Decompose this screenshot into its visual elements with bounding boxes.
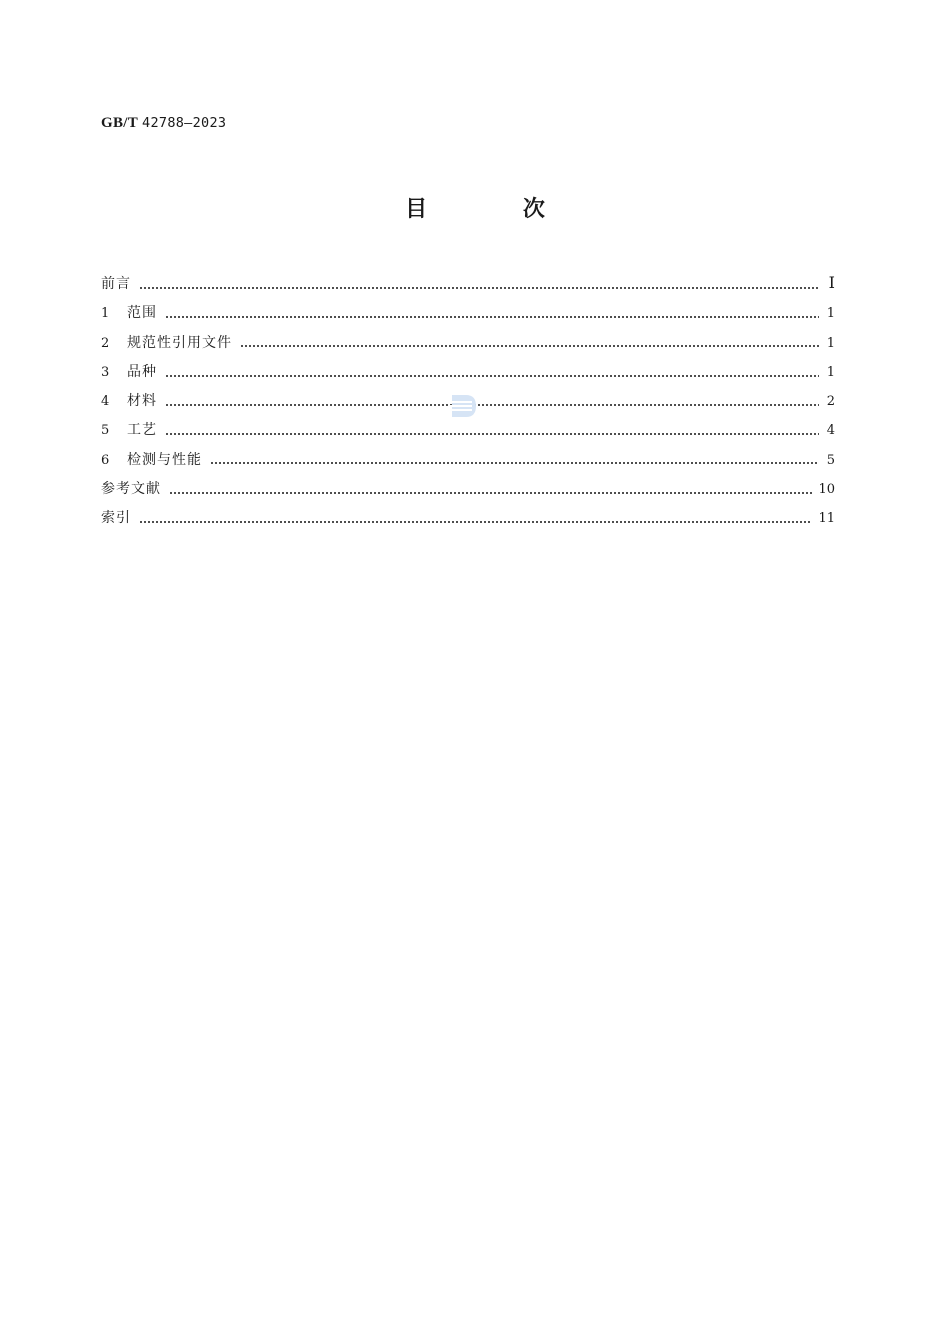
toc-entry-text: 品种 xyxy=(127,363,157,380)
toc-entry-normative-references[interactable] xyxy=(101,331,835,360)
toc-entry-page: 10 xyxy=(818,482,835,498)
toc-entry-text: 前言 xyxy=(101,276,131,292)
toc-entry-number: 4 xyxy=(101,394,110,410)
toc-entry-number: 5 xyxy=(101,423,110,439)
watermark-logo-graphic xyxy=(450,393,478,419)
toc-entry-text: 检测与性能 xyxy=(127,451,202,468)
dot-leader xyxy=(165,430,819,438)
toc-entry-page: 5 xyxy=(826,452,835,468)
dot-leader xyxy=(165,372,819,380)
toc-entry-number: 3 xyxy=(101,364,110,380)
toc-entry-text: 材料 xyxy=(127,393,157,410)
toc-entry-number: 1 xyxy=(101,306,110,322)
standard-prefix: GB/T xyxy=(101,115,139,131)
toc-entry-page: 4 xyxy=(826,423,835,439)
toc-entry-bibliography[interactable] xyxy=(101,477,835,506)
toc-entry-text: 参考文献 xyxy=(101,481,161,498)
toc-entry-text: 工艺 xyxy=(127,422,157,439)
toc-entry-text: 索引 xyxy=(101,510,131,527)
dot-leader xyxy=(210,459,819,467)
standard-number: 42788—2023 xyxy=(142,115,227,131)
dot-leader xyxy=(139,284,819,292)
toc-entry-varieties[interactable] xyxy=(101,360,835,389)
toc-entry-page: 2 xyxy=(826,394,835,410)
dot-leader xyxy=(169,489,812,497)
dot-leader xyxy=(165,313,819,321)
toc-entry-page: 1 xyxy=(826,335,835,351)
toc-entry-index[interactable] xyxy=(101,506,835,535)
toc-entry-text: 范围 xyxy=(127,305,157,322)
toc-entry-page: Ⅰ xyxy=(828,275,835,292)
toc-entry-number: 6 xyxy=(101,452,110,468)
toc-entry-text: 规范性引用文件 xyxy=(127,334,232,351)
toc-entry-scope[interactable] xyxy=(101,301,835,330)
watermark-logo-icon xyxy=(450,393,478,419)
dot-leader xyxy=(240,342,819,350)
dot-leader xyxy=(139,518,812,526)
toc-entry-page: 1 xyxy=(826,306,835,322)
toc-entry-number: 2 xyxy=(101,335,110,351)
toc-entry-testing-performance[interactable] xyxy=(101,448,835,477)
toc-entry-process[interactable] xyxy=(101,418,835,447)
toc-entry-foreword[interactable] xyxy=(101,272,835,301)
toc-entry-page: 11 xyxy=(818,511,835,527)
toc-title: 目 次 xyxy=(405,197,589,222)
toc-entry-page: 1 xyxy=(826,364,835,380)
document-code xyxy=(101,114,226,132)
dot-leader xyxy=(165,401,819,409)
